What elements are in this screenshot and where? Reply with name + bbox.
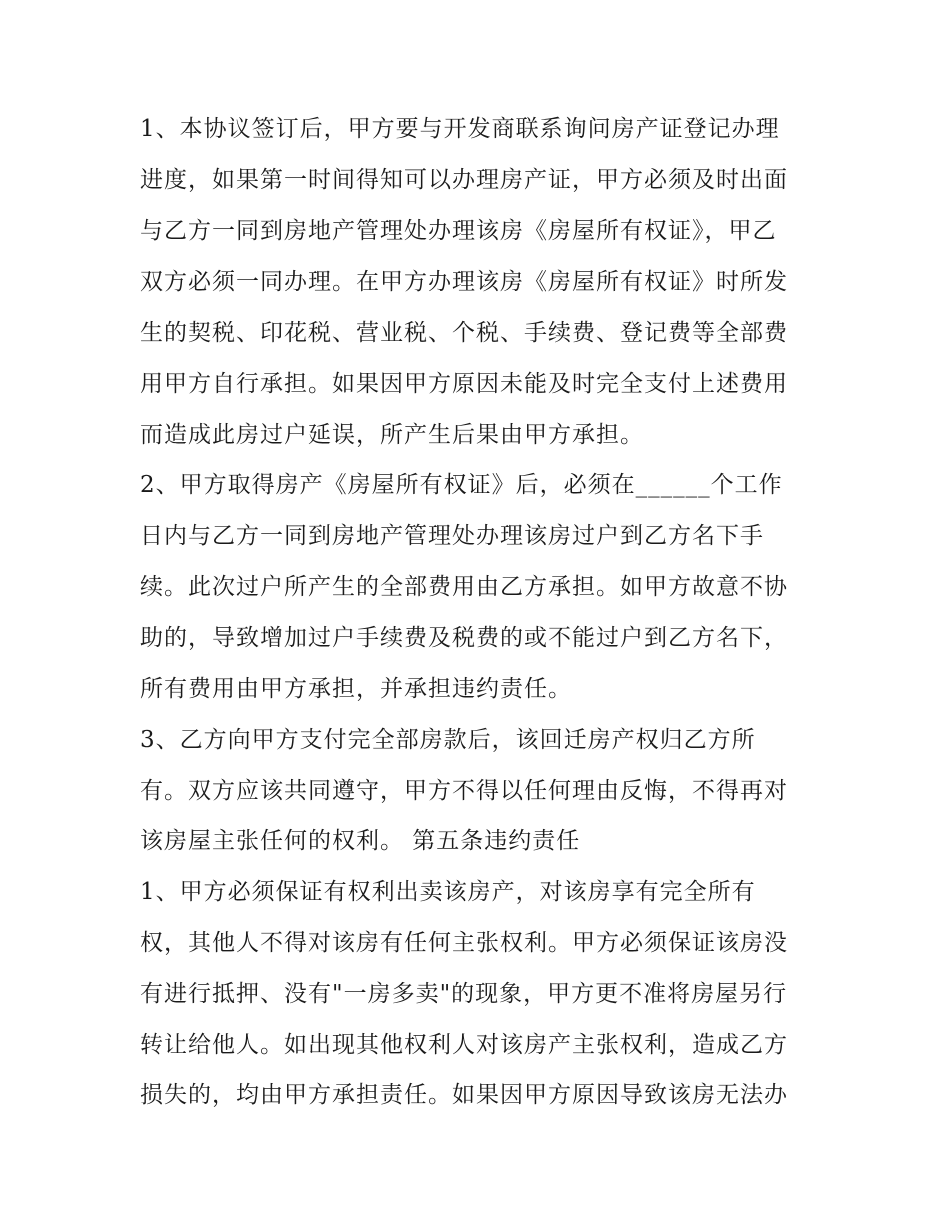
text-line: 续。此次过户所产生的全部费用由乙方承担。如甲方故意不协 [140, 574, 788, 600]
text-line: 生的契税、印花税、营业税、个税、手续费、登记费等全部费 [140, 320, 788, 346]
text-line: 日内与乙方一同到房地产管理处办理该房过户到乙方名下手 [140, 523, 764, 549]
text-line: 2、甲方取得房产《房屋所有权证》后，必须在______个工作 [140, 472, 783, 498]
text-line: 与乙方一同到房地产管理处办理该房《房屋所有权证》，甲乙 [140, 218, 777, 244]
text-line: 1、本协议签订后，甲方要与开发商联系询问房产证登记办理 [140, 116, 780, 142]
text-line: 所有费用由甲方承担，并承担违约责任。 [140, 676, 572, 702]
text-line: 权，其他人不得对该房有任何主张权利。甲方必须保证该房没 [140, 930, 788, 956]
text-line: 损失的，均由甲方承担责任。如果因甲方原因导致该房无法办 [140, 1082, 788, 1108]
text-line: 助的，导致增加过户手续费及税费的或不能过户到乙方名下， [140, 625, 788, 651]
text-line: 而造成此房过户延误，所产生后果由甲方承担。 [140, 422, 644, 448]
text-line: 有。双方应该共同遵守，甲方不得以任何理由反悔，不得再对 [140, 778, 788, 804]
text-line: 1、甲方必须保证有权利出卖该房产，对该房享有完全所有 [140, 879, 756, 905]
text-line: 进度，如果第一时间得知可以办理房产证，甲方必须及时出面 [140, 167, 788, 193]
text-line: 3、乙方向甲方支付完全部房款后，该回迁房产权归乙方所 [140, 727, 756, 753]
text-line: 双方必须一同办理。在甲方办理该房《房屋所有权证》时所发 [140, 269, 788, 295]
text-line: 有进行抵押、没有"一房多卖"的现象，甲方更不准将房屋另行 [140, 981, 788, 1007]
text-line: 用甲方自行承担。如果因甲方原因未能及时完全支付上述费用 [140, 371, 788, 397]
text-line: 转让给他人。如出现其他权利人对该房产主张权利，造成乙方 [140, 1032, 788, 1058]
text-line: 该房屋主张任何的权利。 第五条违约责任 [140, 828, 581, 854]
